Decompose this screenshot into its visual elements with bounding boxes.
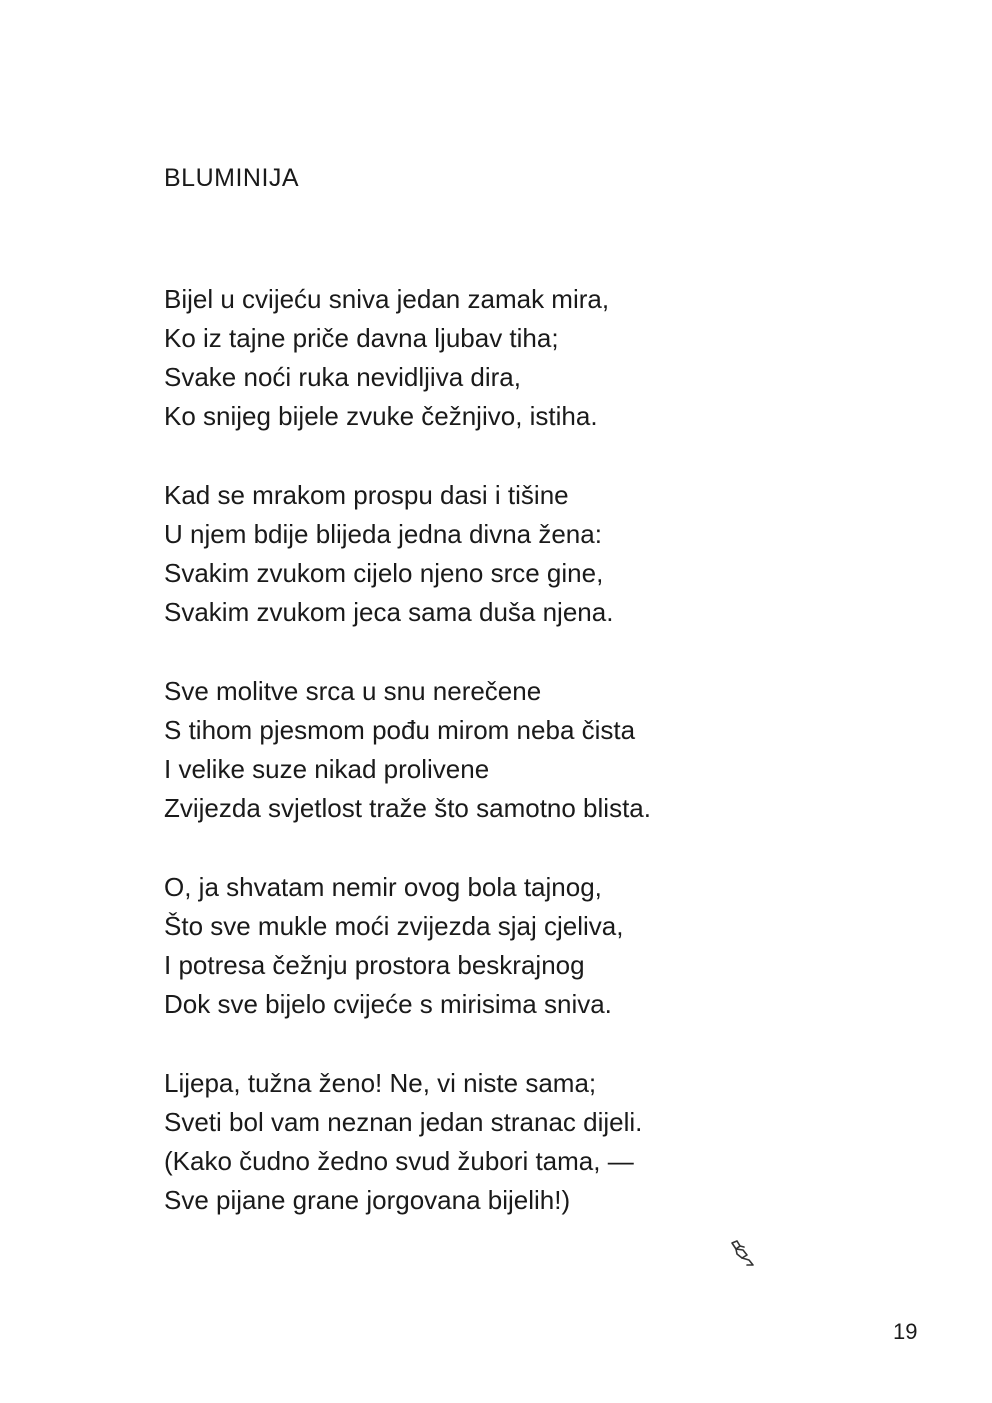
page-number: 19 <box>893 1319 918 1344</box>
flower-ornament-icon <box>727 1238 757 1268</box>
poem-line: Svake noći ruka nevidljiva dira, <box>164 362 521 392</box>
poem-line: Ko iz tajne priče davna ljubav tiha; <box>164 323 559 353</box>
poem-line: Sveti bol vam neznan jedan stranac dijeli. <box>164 1107 643 1137</box>
poem-line: Dok sve bijelo cvijeće s mirisima sniva. <box>164 989 612 1019</box>
stanza-3 <box>164 672 884 828</box>
poem-line: (Kako čudno žedno svud žubori tama, — <box>164 1146 634 1176</box>
poem-line: Sve molitve srca u snu nerečene <box>164 676 542 706</box>
stanza-4 <box>164 868 884 1024</box>
poem-line: Lijepa, tužna ženo! Ne, vi niste sama; <box>164 1068 597 1098</box>
poem-line: U njem bdije blijeda jedna divna žena: <box>164 519 602 549</box>
poem-body <box>164 280 884 1260</box>
stanza-2 <box>164 476 884 632</box>
poem-line: Svakim zvukom jeca sama duša njena. <box>164 597 614 627</box>
poem-line: O, ja shvatam nemir ovog bola tajnog, <box>164 872 602 902</box>
stanza-5 <box>164 1064 884 1220</box>
poem-title: BLUMINIJA <box>164 164 300 192</box>
poem-line: Sve pijane grane jorgovana bijelih!) <box>164 1185 571 1215</box>
poem-line: Zvijezda svjetlost traže što samotno blista. <box>164 793 651 823</box>
poem-line: I velike suze nikad prolivene <box>164 754 490 784</box>
poem-line: S tihom pjesmom pođu mirom neba čista <box>164 715 636 745</box>
poem-line: Kad se mrakom prospu dasi i tišine <box>164 480 569 510</box>
poem-line: Bijel u cvijeću sniva jedan zamak mira, <box>164 284 610 314</box>
poem-line: I potresa čežnju prostora beskrajnog <box>164 950 585 980</box>
stanza-1 <box>164 280 884 436</box>
poem-line: Što sve mukle moći zvijezda sjaj cjeliva, <box>164 911 624 941</box>
poem-line: Ko snijeg bijele zvuke čežnjivo, istiha. <box>164 401 598 431</box>
poem-line: Svakim zvukom cijelo njeno srce gine, <box>164 558 604 588</box>
